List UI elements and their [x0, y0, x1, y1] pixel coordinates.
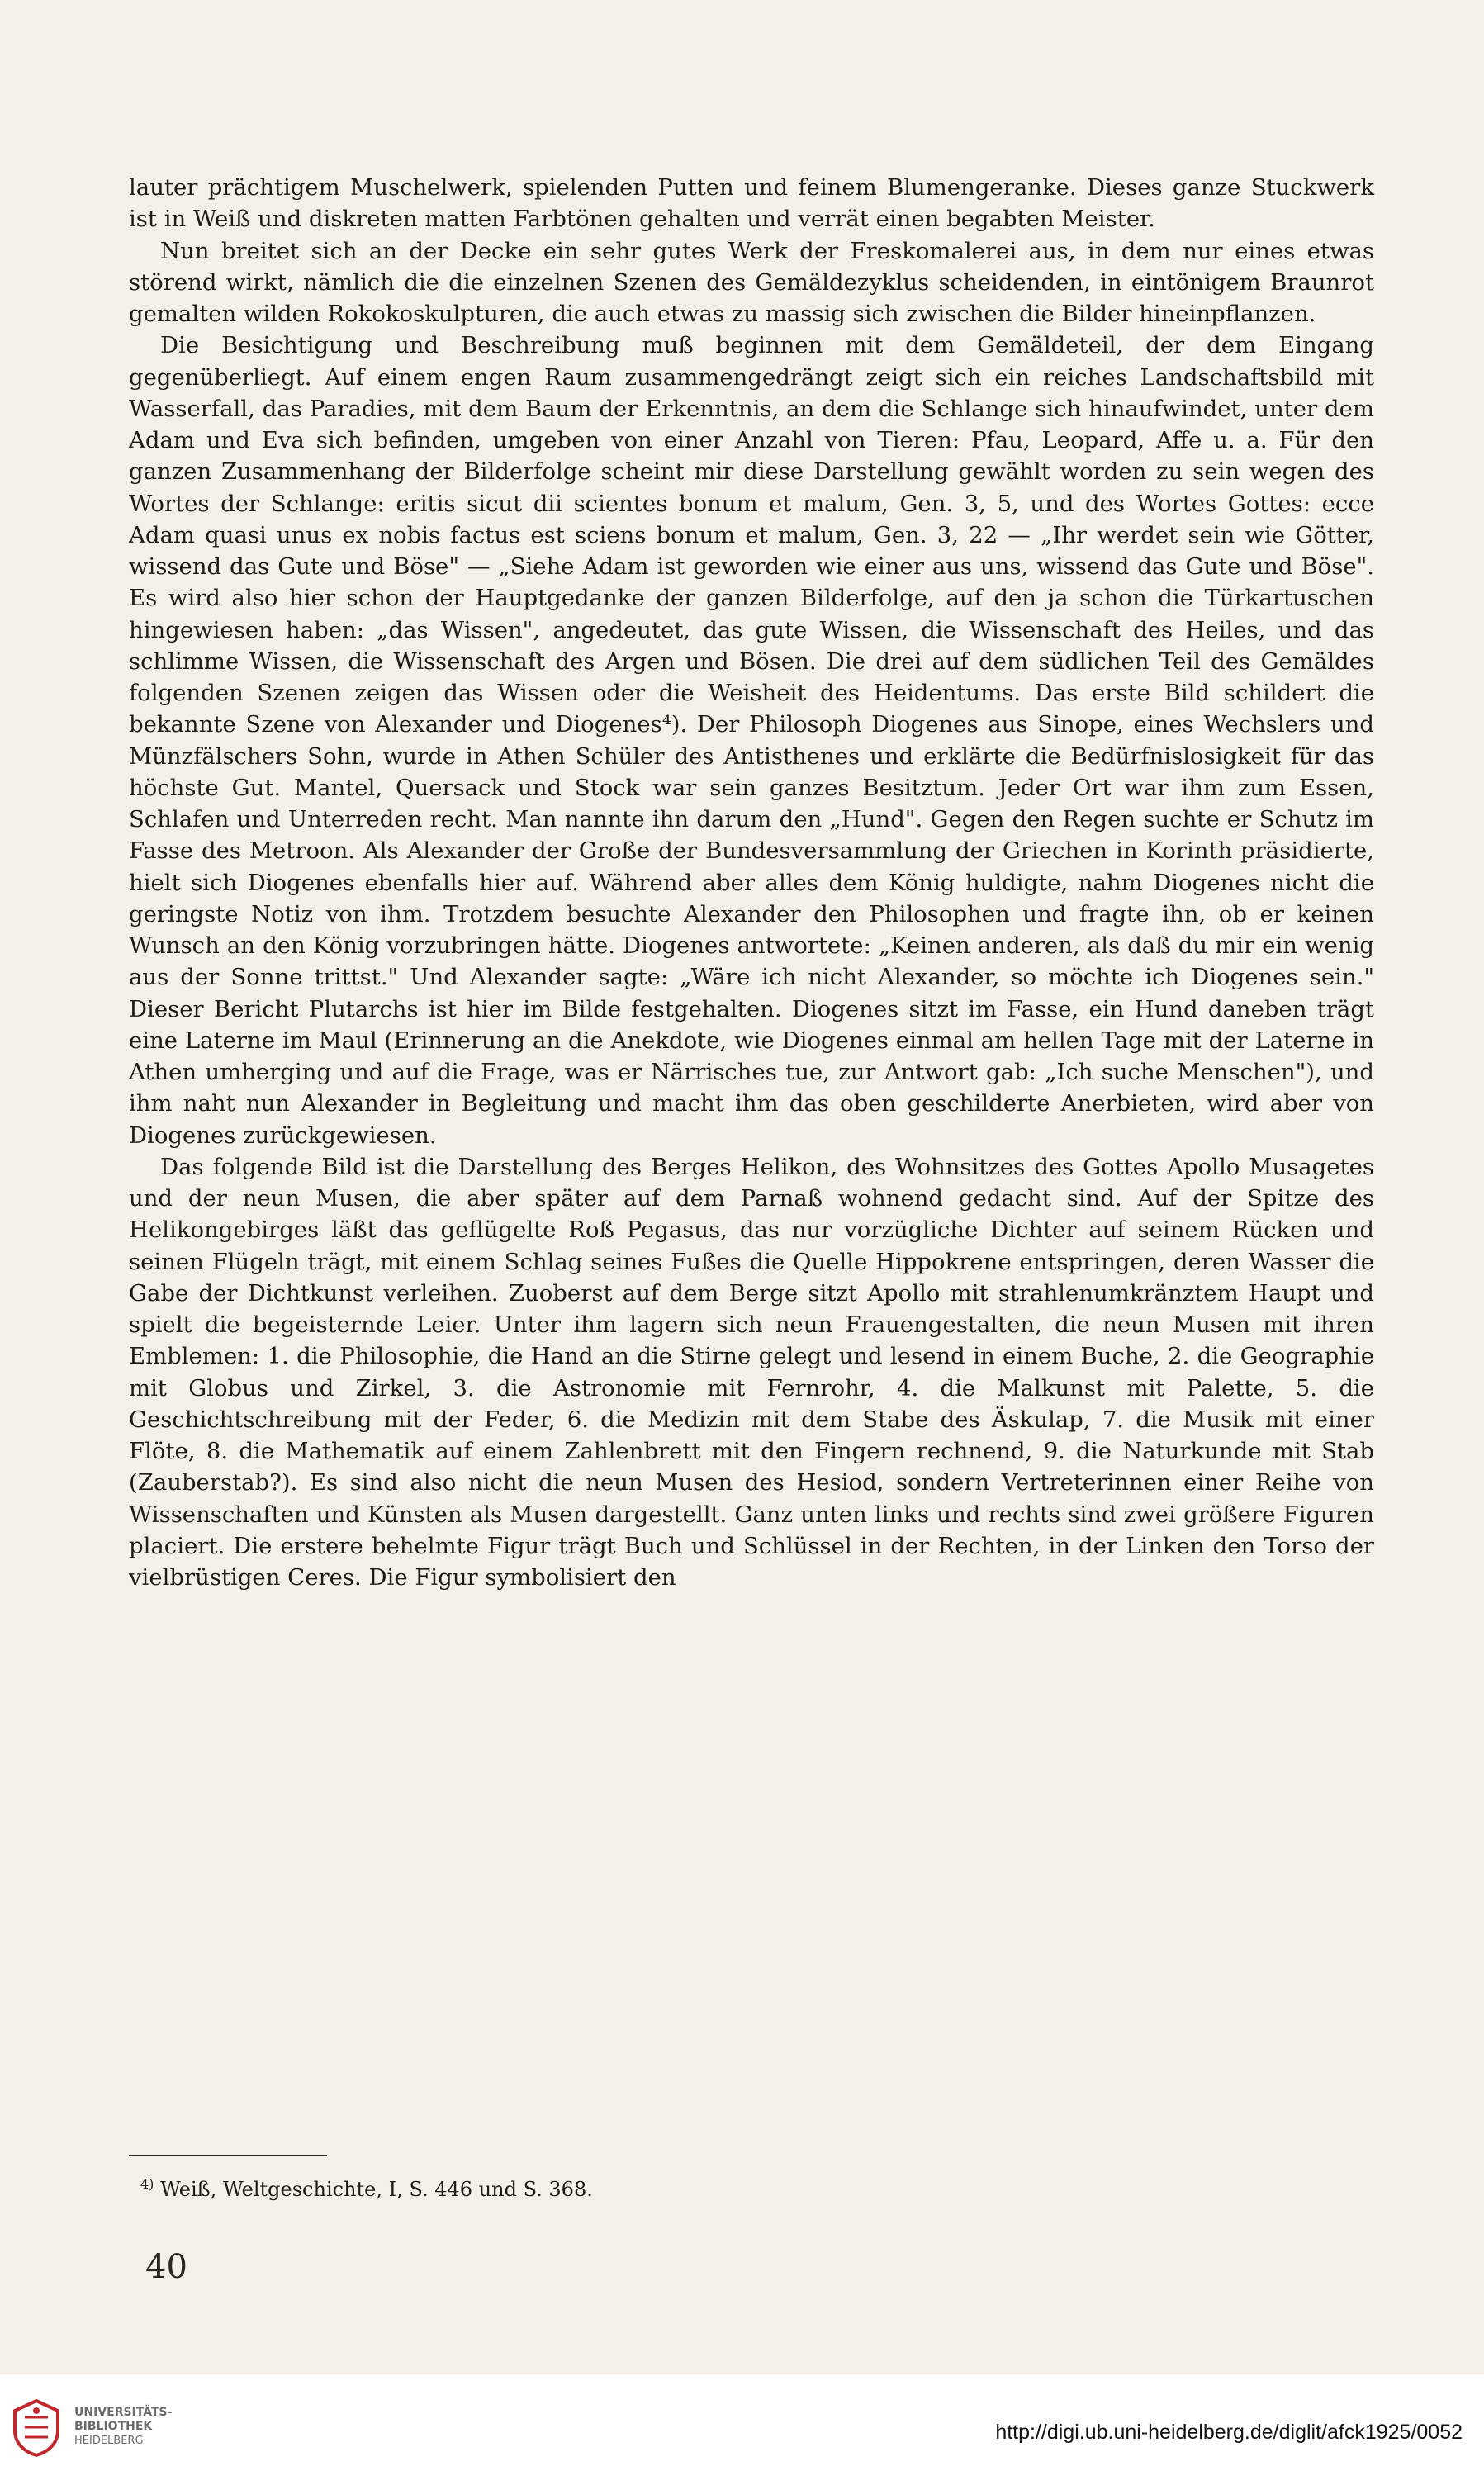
footnote-text: Weiß, Weltgeschichte, I, S. 446 und S. 368. [160, 2178, 593, 2201]
footnote-divider [129, 2155, 327, 2156]
paragraph-1: lauter prächtigem Muschelwerk, spielenden Putten und feinem Blumengeranke. Dieses ganze Stuckwerk ist in Weiß und diskreten matten Farbtönen gehalten und verrät einen begabten Meister. [129, 174, 1374, 233]
page-number: 40 [145, 2248, 187, 2286]
library-name [74, 2406, 190, 2448]
footnote [140, 2172, 1297, 2202]
footnote-mark: 4) [140, 2176, 154, 2192]
paragraph-4: Das folgende Bild ist die Darstellung des Berges Helikon, des Wohnsitzes des Gottes Apollo Musagetes und der neun Musen, die aber später auf dem Parnaß wohnend gedacht sind. Auf der Spitze des Helikongebirges läßt das geflügelte Roß Pegasus, das nur vorzügliche Dichter auf seinem Rücken und seinen Flügeln trägt, mit einem Schlag seines Fußes die Quelle Hippokrene entspringen, deren Wasser die Gabe der Dichtkunst verleihen. Zuoberst auf dem Berge sitzt Apollo mit strahlenumkränztem Haupt und spielt die begeisternde Leier. Unter ihm lagern sich neun Frauengestalten, die neun Musen mit ihren Emblemen: 1. die Philosophie, die Hand an die Stirne gelegt und lesend in einem Buche, 2. die Geographie mit Globus und Zirkel, 3. die Astronomie mit Fernrohr, 4. die Malkunst mit Palette, 5. die Geschichtschreibung mit der Feder, 6. die Medizin mit dem Stabe des Äskulap, 7. die Musik mit einer Flöte, 8. die Mathematik auf einem Zahlenbrett mit den Fingern rechnend, 9. die Naturkunde mit Stab (Zauberstab?). Es sind also nicht die neun Musen des Hesiod, sondern Vertreterinnen einer Reihe von Wissenschaften und Künsten als Musen dargestellt. Ganz unten links und rechts sind zwei größere Figuren placiert. Die erstere behelmte Figur trägt Buch und Schlüssel in der Rechten, in der Linken den Torso der vielbrüstigen Ceres. Die Figur symbolisiert den [129, 1153, 1374, 1591]
library-seal-icon [10, 2399, 63, 2457]
logo-line-3: HEIDELBERG [74, 2435, 144, 2447]
paragraph-3: Die Besichtigung und Beschreibung muß beginnen mit dem Gemäldeteil, der dem Eingang gegenüberliegt. Auf einem engen Raum zusammengedrängt zeigt sich ein reiches Landschaftsbild mit Wasserfall, das Paradies, mit dem Baum der Erkenntnis, an dem die Schlange sich hinaufwindet, unter dem Adam und Eva sich befinden, umgeben von einer Anzahl von Tieren: Pfau, Leopard, Affe u. a. Für den ganzen Zusammenhang der Bilderfolge scheint mir diese Darstellung gewählt worden zu sein wegen des Wortes der Schlange: eritis sicut dii scientes bonum et malum, Gen. 3, 5, und des Wortes Gottes: ecce Adam quasi unus ex nobis factus est sciens bonum et malum, Gen. 3, 22 — „Ihr werdet sein wie Götter, wissend das Gute und Böse" — „Siehe Adam ist geworden wie einer aus uns, wissend das Gute und Böse". Es wird also hier schon der Hauptgedanke der ganzen Bilderfolge, auf den ja schon die Türkartuschen hingewiesen haben: „das Wissen", angedeutet, das gute Wissen, die Wissenschaft des Heiles, und das schlimme Wissen, die Wissenschaft des Argen und Bösen. Die drei auf dem südlichen Teil des Gemäldes folgenden Szenen zeigen das Wissen oder die Weisheit des Heidentums. Das erste Bild schildert die bekannte Szene von Alexander und Diogenes⁴). Der Philosoph Diogenes aus Sinope, eines Wechslers und Münzfälschers Sohn, wurde in Athen Schüler des Antisthenes und erklärte die Bedürfnislosigkeit für das höchste Gut. Mantel, Quersack und Stock war sein ganzes Besitztum. Jeder Ort war ihm zum Essen, Schlafen und Unterreden recht. Man nannte ihn darum den „Hund". Gegen den Regen suchte er Schutz im Fasse des Metroon. Als Alexander der Große der Bundesversammlung der Griechen in Korinth präsidierte, hielt sich Diogenes ebenfalls hier auf. Während aber alles dem König huldigte, nahm Diogenes nicht die geringste Notiz von ihm. Trotzdem besuchte Alexander den Philosophen und fragte ihn, ob er keinen Wunsch an den König vorzubringen hätte. Diogenes antwortete: „Keinen anderen, als daß du mir ein wenig aus der Sonne trittst." Und Alexander sagte: „Wäre ich nicht Alexander, so möchte ich Diogenes sein." Dieser Bericht Plutarchs ist hier im Bilde festgehalten. Diogenes sitzt im Fasse, ein Hund daneben trägt eine Laterne im Maul (Erinnerung an die Anekdote, wie Diogenes einmal am hellen Tage mit der Laterne in Athen umherging und auf die Frage, was er Närrisches tue, zur Antwort gab: „Ich suche Menschen"), und ihm naht nun Alexander in Begleitung und macht ihm das oben geschilderte Anerbieten, wird aber von Diogenes zurückgewiesen. [129, 332, 1374, 1149]
logo-line-2: BIBLIOTHEK [74, 2420, 153, 2433]
logo-line-1: UNIVERSITÄTS- [74, 2406, 173, 2419]
paragraph-2: Nun breitet sich an der Decke ein sehr gutes Werk der Freskomalerei aus, in dem nur eines etwas störend wirkt, nämlich die die einzelnen Szenen des Gemäldezyklus scheidenden, in eintönigem Braunrot gemalten wilden Rokokoskulpturen, die auch etwas zu massig sich zwischen die Bilder hineinpflanzen. [129, 237, 1374, 327]
source-url-link[interactable]: http://digi.ub.uni-heidelberg.de/diglit/afck1925/0052 [995, 2421, 1463, 2444]
library-logo[interactable] [10, 2399, 183, 2457]
body-text [129, 172, 1374, 1593]
